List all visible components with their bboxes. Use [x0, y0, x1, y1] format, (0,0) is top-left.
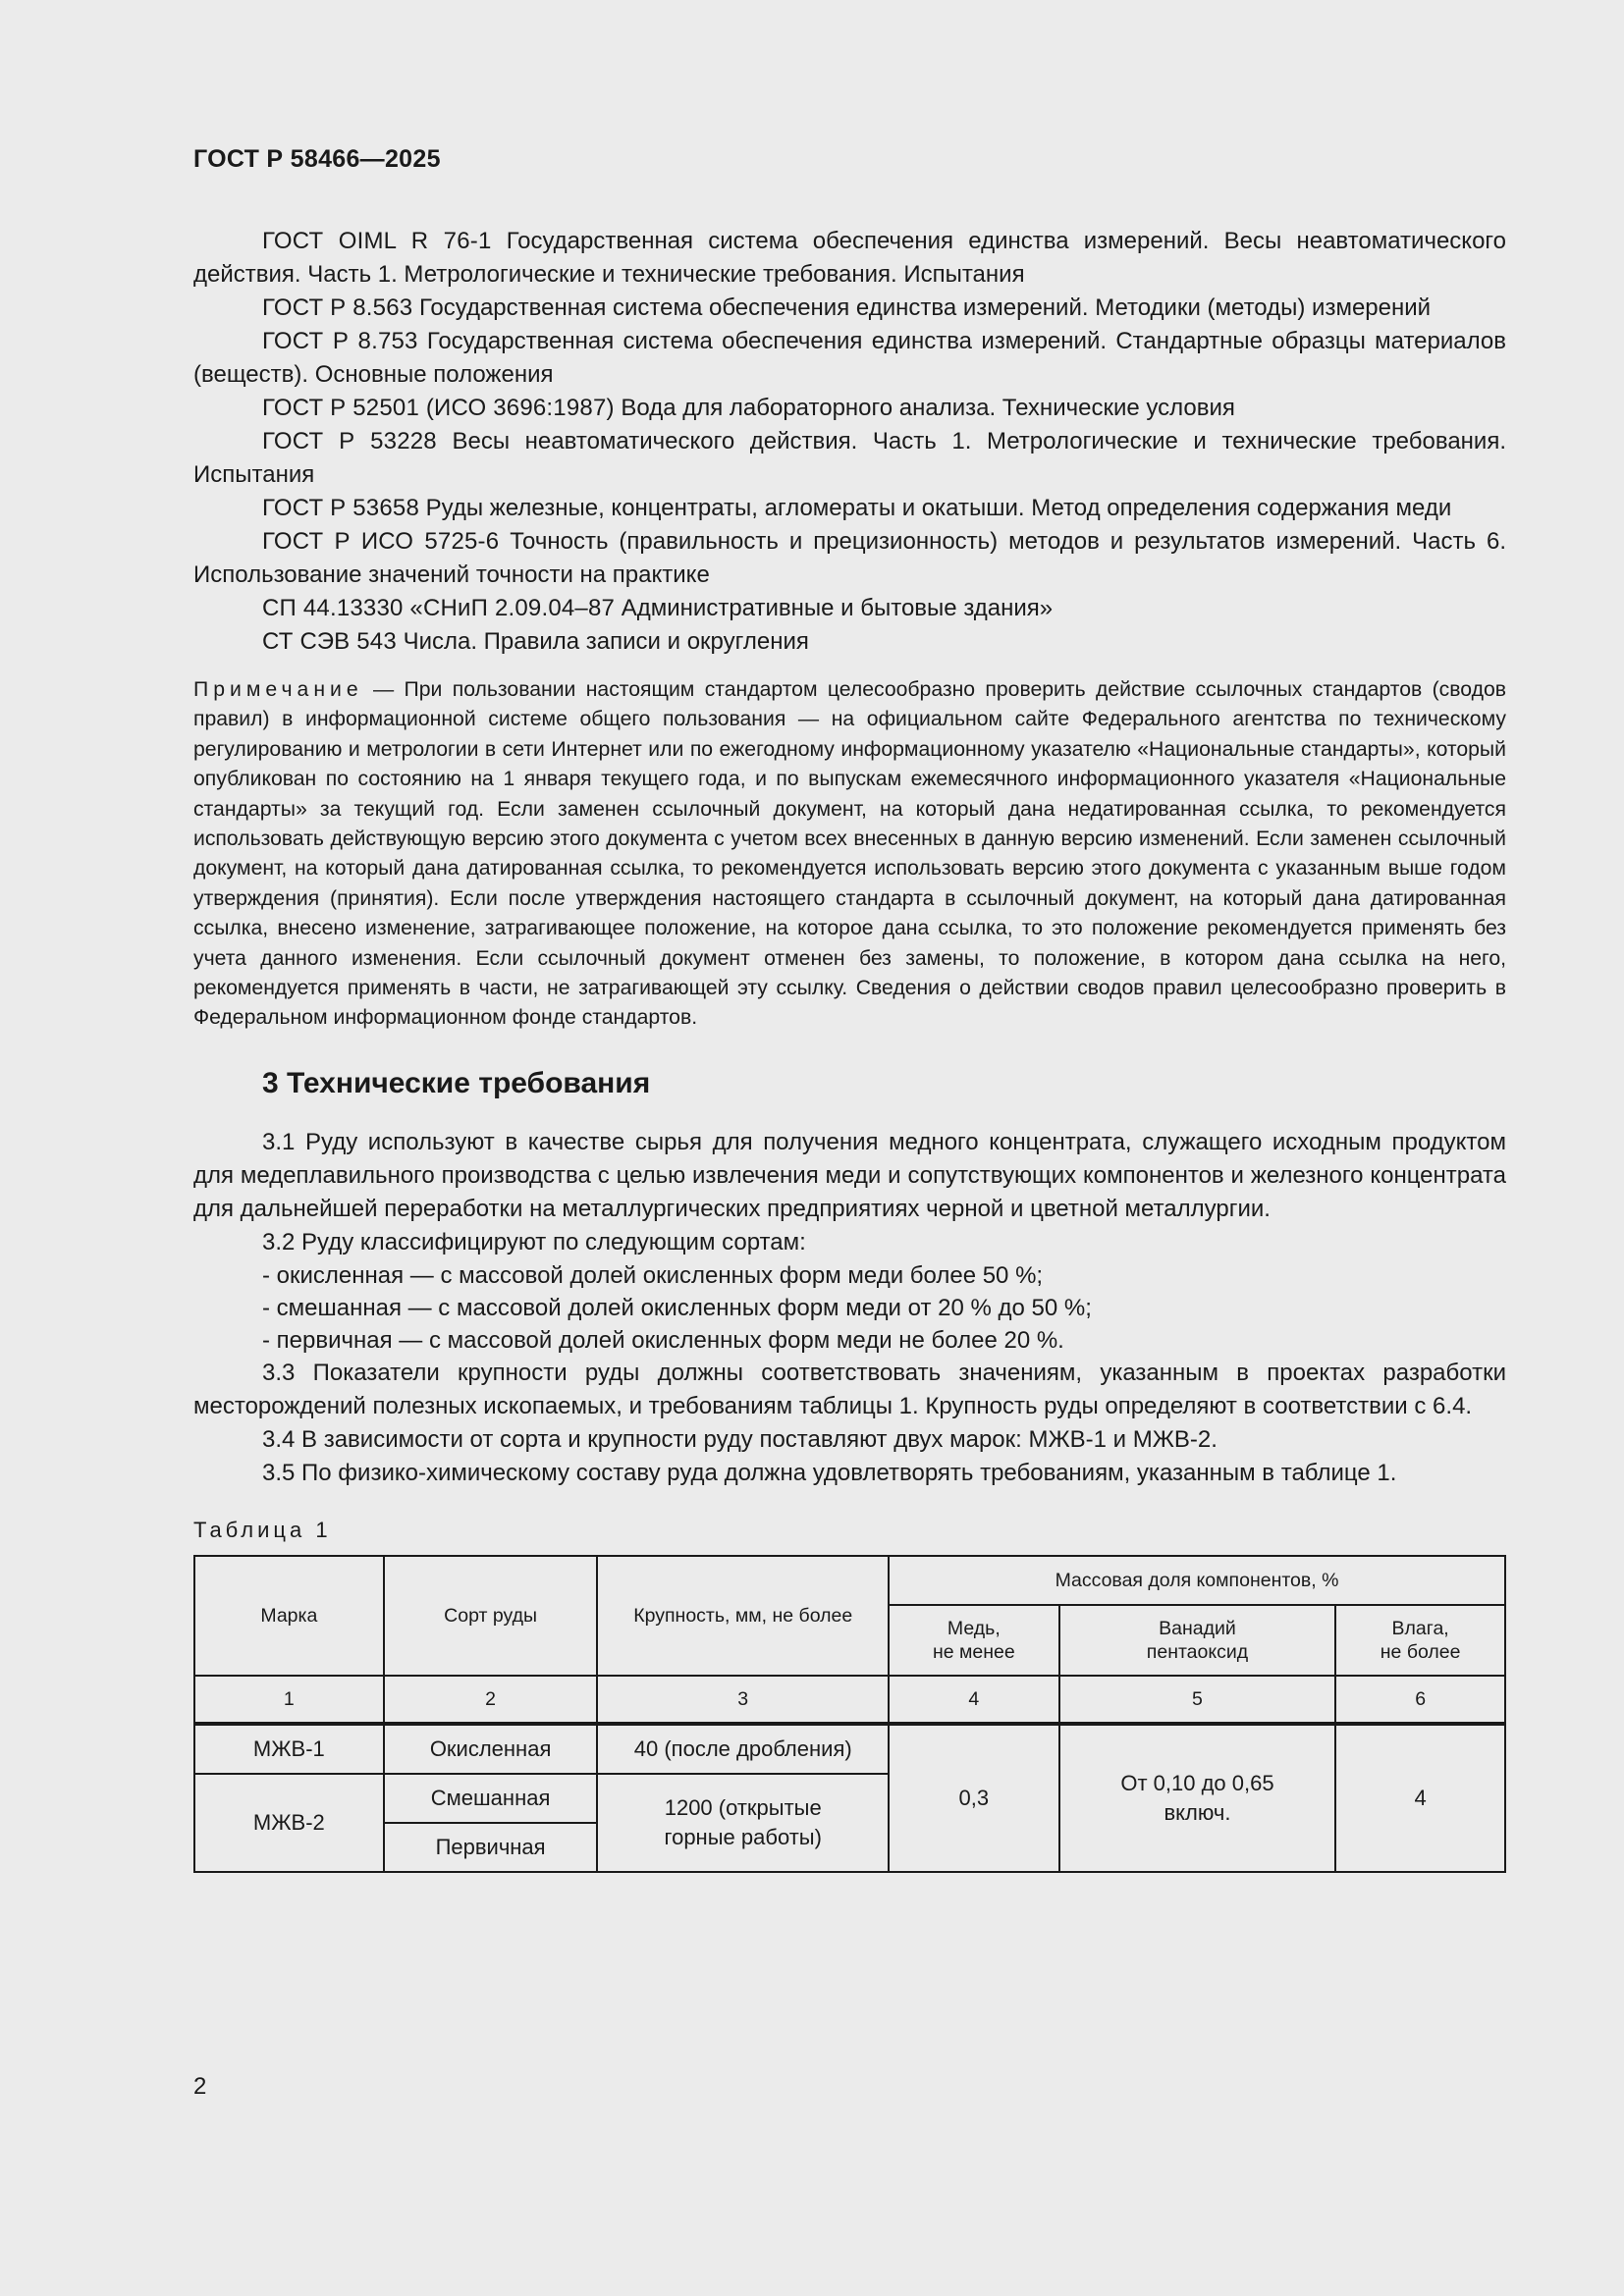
reference-code: ГОСТ Р 52501 (ИСО 3696:1987): [262, 395, 615, 421]
list-item: - окисленная — с массовой долей окисленных форм меди более 50 %;: [262, 1261, 1044, 1289]
cell-size: 40 (после дробления): [597, 1724, 889, 1774]
clause-3-5: 3.5 По физико-химическому составу руда должна удовлетворять требованиям, указанным в таблице 1.: [262, 1459, 1397, 1486]
reference-item: [193, 392, 1506, 425]
cell-moisture: 4: [1335, 1724, 1505, 1872]
reference-code: ГОСТ Р 53228: [262, 428, 437, 454]
cell-sort: Смешанная: [384, 1774, 598, 1823]
reference-title: Административные и бытовые здания»: [621, 595, 1054, 621]
column-number-row: [194, 1676, 1505, 1724]
cell-copper: 0,3: [889, 1724, 1059, 1872]
cell-mark: МЖВ-2: [194, 1774, 384, 1872]
reference-code: СП 44.13330 «СНиП 2.09.04–87: [262, 595, 616, 621]
reference-code: ГОСТ OIML R 76-1: [262, 228, 492, 254]
table-header-row: [194, 1556, 1505, 1605]
reference-item: [193, 525, 1506, 592]
reference-item: [193, 592, 1506, 625]
section-title: 3 Технические требования: [262, 1066, 651, 1099]
clause-3-2: 3.2 Руду классифицируют по следующим сортам:: [262, 1228, 806, 1255]
reference-title: Вода для лабораторного анализа. Технические условия: [621, 395, 1235, 421]
reference-title: Государственная система обеспечения единства измерений. Методики (методы) измерений: [419, 294, 1432, 321]
header-moisture: Влага, не более: [1335, 1605, 1505, 1676]
column-number: 3: [597, 1676, 889, 1724]
reference-code: ГОСТ Р 53658: [262, 495, 419, 521]
list-item: - первичная — с массовой долей окисленных форм меди не более 20 %.: [262, 1326, 1064, 1354]
reference-item: [193, 292, 1506, 325]
reference-item: [193, 625, 1506, 659]
cell-size: 1200 (открытые горные работы): [597, 1774, 889, 1872]
clause-3-3: 3.3 Показатели крупности руды должны соответствовать значениям, указанным в проектах разработки месторождений полезных ископаемых, и требованиям таблицы 1. Крупность руды определяют в соответствии с 6.4.: [193, 1359, 1506, 1419]
header-mark: Марка: [194, 1556, 384, 1676]
note-text: — При пользовании настоящим стандартом целесообразно проверить действие ссылочных стандартов (сводов правил) в информационной системе общего пользования — на официальном сайте Федерального агентства по техническому регулированию и метрологии в сети Интернет или по ежегодному информационному указателю «Национальные стандарты», который опубликован по состоянию на 1 января текущего года, и по выпускам ежемесячного информационного указателя «Национальные стандарты» за текущий год. Если заменен ссылочный документ, на который дана недатированная ссылка, то рекомендуется использовать действующую версию этого документа с учетом всех внесенных в данную версию изменений. Если заменен ссылочный документ, на который дана датированная ссылка, то рекомендуется использовать версию этого документа с указанным выше годом утверждения (принятия). Если после утверждения настоящего стандарта в ссылочный документ, на который дана датированная ссылка, внесено изменение, затрагивающее положение, на которое дана ссылка, то это положение рекомендуется применять без учета данного изменения. Если ссылочный документ отменен без замены, то положение, в котором дана ссылка на него, рекомендуется применять в части, не затрагивающей эту ссылку. Сведения о действии сводов правил целесообразно проверить в Федеральном информационном фонде стандартов.: [193, 678, 1506, 1030]
header-components: Массовая доля компонентов, %: [889, 1556, 1505, 1605]
reference-item: [193, 225, 1506, 292]
column-number: 4: [889, 1676, 1059, 1724]
document-page: [193, 145, 1506, 1873]
clause-3-1: 3.1 Руду используют в качестве сырья для получения медного концентрата, служащего исходным продуктом для медеплавильного производства с целью извлечения меди и сопутствующих компонентов и железного концентрата для дальнейшей переработки на металлургических предприятиях черной и цветной металлургии.: [193, 1128, 1506, 1222]
header-size: Крупность, мм, не более: [597, 1556, 889, 1676]
column-number: 2: [384, 1676, 598, 1724]
cell-sort: Первичная: [384, 1823, 598, 1872]
header-vanadium: Ванадий пентаоксид: [1059, 1605, 1336, 1676]
page-number: 2: [193, 2073, 207, 2100]
cell-sort: Окисленная: [384, 1724, 598, 1774]
table-caption: Таблица 1: [193, 1517, 332, 1542]
references-list: [193, 225, 1506, 659]
clause-3-4: 3.4 В зависимости от сорта и крупности руду поставляют двух марок: МЖВ-1 и МЖВ-2.: [262, 1425, 1218, 1453]
reference-title: Государственная система обеспечения единства измерений. Весы неавтоматического действия. Часть 1. Метрологические и технические требования. Испытания: [193, 228, 1506, 288]
column-number: 6: [1335, 1676, 1505, 1724]
requirements-table: [193, 1555, 1506, 1873]
cell-mark: МЖВ-1: [194, 1724, 384, 1774]
list-item: - смешанная — с массовой долей окисленных форм меди от 20 % до 50 %;: [262, 1294, 1092, 1321]
reference-title: Точность (правильность и прецизионность) методов и результатов измерений. Часть 6. Использование значений точности на практике: [193, 528, 1506, 588]
column-number: 5: [1059, 1676, 1336, 1724]
header-sort: Сорт руды: [384, 1556, 598, 1676]
cell-vanadium: От 0,10 до 0,65 включ.: [1059, 1724, 1336, 1872]
reference-title: Числа. Правила записи и округления: [403, 628, 809, 655]
reference-item: [193, 325, 1506, 392]
reference-title: Государственная система обеспечения единства измерений. Стандартные образцы материалов (веществ). Основные положения: [193, 328, 1506, 388]
document-header: ГОСТ Р 58466—2025: [193, 145, 441, 173]
reference-item: [193, 492, 1506, 525]
reference-code: ГОСТ Р 8.753: [262, 328, 418, 354]
reference-title: Весы неавтоматического действия. Часть 1. Метрологические и технические требования. Испытания: [193, 428, 1507, 488]
header-copper: Медь, не менее: [889, 1605, 1059, 1676]
reference-code: ГОСТ Р ИСО 5725-6: [262, 528, 500, 555]
reference-code: ГОСТ Р 8.563: [262, 294, 413, 321]
reference-code: СТ СЭВ 543: [262, 628, 397, 655]
reference-title: Руды железные, концентраты, агломераты и окатыши. Метод определения содержания меди: [425, 495, 1452, 521]
table-row: [194, 1724, 1505, 1774]
column-number: 1: [194, 1676, 384, 1724]
note: [193, 675, 1506, 1034]
note-lead: Примечание: [193, 678, 363, 701]
reference-item: [193, 425, 1506, 492]
